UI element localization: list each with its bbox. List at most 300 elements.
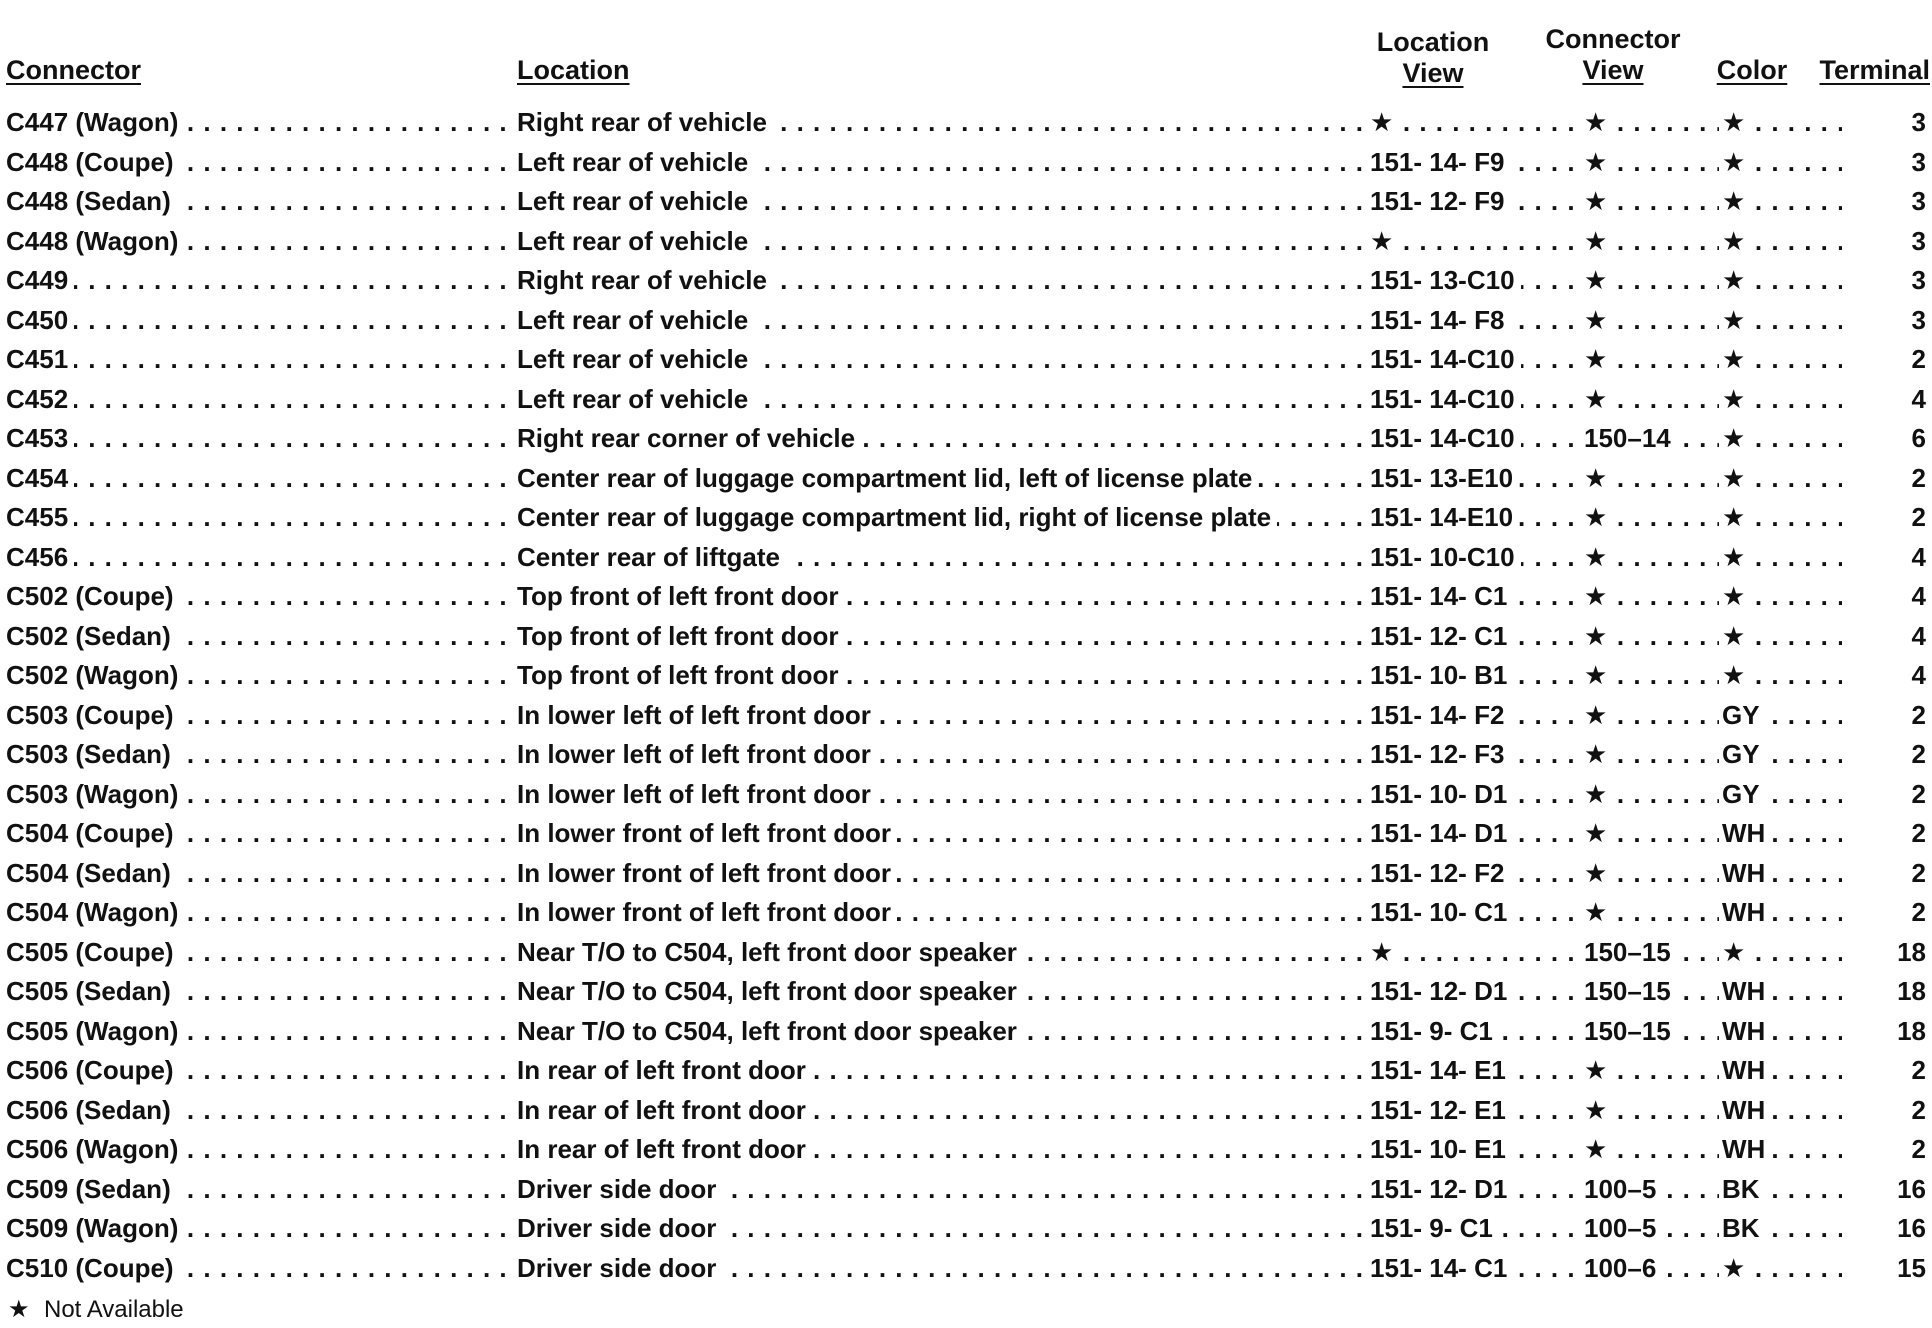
color-cell-text: ★ — [1722, 107, 1751, 137]
location-cell-text: Near T/O to C504, left front door speaker — [517, 937, 1023, 967]
color-cell-text: ★ — [1722, 937, 1751, 967]
table-row — [0, 301, 1932, 341]
connector-cell — [6, 498, 514, 537]
location-cell-text: Left rear of vehicle — [517, 147, 754, 177]
connector-view-cell — [1584, 103, 1719, 142]
color-cell — [1722, 735, 1842, 774]
location-cell-text: Right rear of vehicle — [517, 107, 773, 137]
color-cell-text: ★ — [1722, 502, 1751, 532]
location-view-cell — [1370, 656, 1588, 695]
connector-cell-text: C448 (Wagon) — [6, 226, 184, 256]
terminal-cell — [1846, 1012, 1926, 1051]
terminal-cell-text: 2 — [1911, 1094, 1926, 1125]
connector-cell-text: C502 (Coupe) — [6, 581, 180, 611]
location-view-cell — [1370, 498, 1588, 537]
color-cell-text: ★ — [1722, 344, 1751, 374]
connector-view-cell-text: ★ — [1584, 1055, 1613, 1085]
location-view-cell-text: 151- 14- C1 — [1370, 581, 1513, 611]
table-row — [0, 380, 1932, 420]
terminal-cell-text: 2 — [1911, 778, 1926, 809]
location-cell — [517, 854, 1367, 893]
location-view-cell-text: 151- 10- B1 — [1370, 660, 1513, 690]
location-cell-text: Center rear of liftgate — [517, 542, 786, 572]
color-cell-text: ★ — [1722, 463, 1751, 493]
connector-cell — [6, 103, 514, 142]
color-cell-text: WH — [1722, 818, 1771, 848]
connector-cell — [6, 933, 514, 972]
connector-view-cell — [1584, 933, 1719, 972]
connector-cell — [6, 854, 514, 893]
color-cell — [1722, 775, 1842, 814]
connector-view-cell-text: 150–14 — [1584, 423, 1677, 453]
terminal-cell — [1846, 577, 1926, 616]
location-cell — [517, 1209, 1367, 1248]
location-view-cell — [1370, 1130, 1588, 1169]
location-cell — [517, 498, 1367, 537]
footer-legend — [8, 1295, 184, 1325]
connector-cell-text: C451 — [6, 344, 74, 374]
terminal-cell — [1846, 103, 1926, 142]
color-cell — [1722, 656, 1842, 695]
location-cell — [517, 735, 1367, 774]
connector-view-cell — [1584, 143, 1719, 182]
location-cell-text: Top front of left front door — [517, 660, 845, 690]
connector-cell-text: C503 (Coupe) — [6, 700, 180, 730]
connector-cell-text: C505 (Sedan) — [6, 976, 177, 1006]
location-view-cell — [1370, 459, 1588, 498]
location-view-cell-text: 151- 12- F3 — [1370, 739, 1510, 769]
location-cell-text: In rear of left front door — [517, 1095, 812, 1125]
location-cell — [517, 1051, 1367, 1090]
color-cell-text: ★ — [1722, 1253, 1751, 1283]
header-terminal — [1810, 55, 1930, 86]
terminal-cell-text: 2 — [1911, 739, 1926, 769]
color-cell — [1722, 893, 1842, 932]
color-cell — [1722, 1012, 1842, 1051]
location-view-cell-text: 151- 9- C1 — [1370, 1213, 1499, 1243]
connector-cell — [6, 340, 514, 379]
connector-cell — [6, 1249, 514, 1288]
connector-view-cell-text: ★ — [1584, 502, 1613, 532]
connector-view-cell-text: ★ — [1584, 818, 1613, 848]
color-cell-text: ★ — [1722, 660, 1751, 690]
connector-cell-text: C505 (Wagon) — [6, 1016, 184, 1046]
location-cell — [517, 103, 1367, 142]
location-view-cell-text: 151- 14- F2 — [1370, 700, 1510, 730]
terminal-cell — [1846, 617, 1926, 656]
color-cell — [1722, 696, 1842, 735]
location-cell — [517, 419, 1367, 458]
table-row — [0, 182, 1932, 222]
location-cell — [517, 182, 1367, 221]
location-cell-text: In lower left of left front door — [517, 779, 877, 809]
color-cell — [1722, 222, 1842, 261]
location-view-cell-text: 151- 13-C10 — [1370, 265, 1521, 295]
location-cell-text: In lower left of left front door — [517, 739, 877, 769]
connector-view-cell-text: ★ — [1584, 660, 1613, 690]
header-location-view — [1368, 27, 1498, 89]
header-location-view-line1: Location — [1376, 27, 1490, 57]
terminal-cell — [1846, 972, 1926, 1011]
location-cell-text: Left rear of vehicle — [517, 305, 754, 335]
color-cell — [1722, 538, 1842, 577]
color-cell-text: ★ — [1722, 226, 1751, 256]
connector-view-cell-text: 150–15 — [1584, 1016, 1677, 1046]
connector-view-cell — [1584, 972, 1719, 1011]
terminal-cell — [1846, 1249, 1926, 1288]
connector-cell — [6, 972, 514, 1011]
color-cell-text: BK — [1722, 1174, 1766, 1204]
connector-cell — [6, 538, 514, 577]
header-color — [1712, 55, 1792, 86]
terminal-cell-text: 4 — [1911, 581, 1926, 611]
location-view-cell-text: 151- 12- C1 — [1370, 621, 1513, 651]
location-view-cell — [1370, 933, 1588, 972]
connector-cell — [6, 1170, 514, 1209]
terminal-cell-text: 3 — [1911, 265, 1926, 295]
color-cell-text: ★ — [1722, 186, 1751, 216]
location-view-cell-text: 151- 14- E1 — [1370, 1055, 1512, 1085]
color-cell — [1722, 814, 1842, 853]
color-cell-text: WH — [1722, 1095, 1771, 1125]
location-cell — [517, 617, 1367, 656]
connector-cell — [6, 617, 514, 656]
location-view-cell-text: 151- 10- C1 — [1370, 897, 1513, 927]
location-view-cell-text: 151- 9- C1 — [1370, 1016, 1499, 1046]
color-cell-text: WH — [1722, 1016, 1771, 1046]
table-row — [0, 1051, 1932, 1091]
terminal-cell-text: 2 — [1911, 857, 1926, 888]
table-row — [0, 419, 1932, 459]
connector-view-cell-text: ★ — [1584, 147, 1613, 177]
connector-cell-text: C455 — [6, 502, 74, 532]
connector-view-cell-text: 100–6 — [1584, 1253, 1662, 1283]
connector-cell-text: C510 (Coupe) — [6, 1253, 180, 1283]
connector-view-cell-text: 100–5 — [1584, 1213, 1662, 1243]
connector-cell — [6, 143, 514, 182]
table-row — [0, 1209, 1932, 1249]
location-view-cell-text: 151- 10-C10 — [1370, 542, 1521, 572]
color-cell — [1722, 498, 1842, 537]
location-view-cell — [1370, 893, 1588, 932]
table-row — [0, 1130, 1932, 1170]
connector-view-cell-text: 150–15 — [1584, 976, 1677, 1006]
terminal-cell — [1846, 380, 1926, 419]
header-connector — [6, 55, 141, 86]
table-row — [0, 261, 1932, 301]
location-cell — [517, 1249, 1367, 1288]
connector-view-cell — [1584, 1170, 1719, 1209]
table-row — [0, 814, 1932, 854]
color-cell-text: ★ — [1722, 621, 1751, 651]
connector-view-cell — [1584, 814, 1719, 853]
terminal-cell-text: 3 — [1911, 225, 1926, 256]
terminal-cell — [1846, 696, 1926, 735]
connector-view-cell-text: ★ — [1584, 226, 1613, 256]
header-connector-view — [1543, 24, 1683, 86]
location-view-cell — [1370, 775, 1588, 814]
connector-cell-text: C503 (Sedan) — [6, 739, 177, 769]
connector-cell-text: C504 (Coupe) — [6, 818, 180, 848]
connector-cell-text: C448 (Coupe) — [6, 147, 180, 177]
color-cell-text: ★ — [1722, 423, 1751, 453]
location-view-cell — [1370, 972, 1588, 1011]
connector-view-cell-text: ★ — [1584, 581, 1613, 611]
connector-view-cell-text: ★ — [1584, 384, 1613, 414]
location-view-cell-text: 151- 12- D1 — [1370, 1174, 1513, 1204]
color-cell — [1722, 577, 1842, 616]
location-cell-text: Left rear of vehicle — [517, 186, 754, 216]
color-cell — [1722, 182, 1842, 221]
location-cell — [517, 340, 1367, 379]
color-cell — [1722, 1091, 1842, 1130]
table-row — [0, 893, 1932, 933]
color-cell-text: ★ — [1722, 384, 1751, 414]
table-row — [0, 656, 1932, 696]
terminal-cell — [1846, 261, 1926, 300]
location-view-cell-text: ★ — [1370, 937, 1399, 967]
connector-view-cell-text: 150–15 — [1584, 937, 1677, 967]
location-cell-text: Center rear of luggage compartment lid, left of license plate — [517, 463, 1258, 493]
location-cell-text: Top front of left front door — [517, 621, 845, 651]
location-cell — [517, 538, 1367, 577]
connector-view-cell — [1584, 696, 1719, 735]
header-location-view-line2: View — [1402, 58, 1464, 88]
location-cell — [517, 459, 1367, 498]
color-cell-text: WH — [1722, 976, 1771, 1006]
location-view-cell — [1370, 143, 1588, 182]
terminal-cell-text: 2 — [1911, 502, 1926, 532]
header-terminal-label: Terminal — [1819, 55, 1930, 85]
table-row — [0, 143, 1932, 183]
connector-view-cell-text: 100–5 — [1584, 1174, 1662, 1204]
color-cell-text: ★ — [1722, 581, 1751, 611]
connector-view-cell — [1584, 1130, 1719, 1169]
color-cell-text: WH — [1722, 1055, 1771, 1085]
location-view-cell-text: 151- 12- D1 — [1370, 976, 1513, 1006]
connector-cell-text: C504 (Sedan) — [6, 858, 177, 888]
connector-cell-text: C454 — [6, 463, 74, 493]
terminal-cell-text: 4 — [1911, 383, 1926, 414]
terminal-cell — [1846, 656, 1926, 695]
location-view-cell — [1370, 735, 1588, 774]
color-cell-text: GY — [1722, 700, 1766, 730]
header-location — [517, 55, 630, 86]
color-cell — [1722, 459, 1842, 498]
terminal-cell-text: 18 — [1897, 1015, 1926, 1046]
color-cell — [1722, 419, 1842, 458]
location-view-cell-text: 151- 14-C10 — [1370, 423, 1521, 453]
location-view-cell-text: 151- 10- D1 — [1370, 779, 1513, 809]
terminal-cell — [1846, 301, 1926, 340]
table-row — [0, 103, 1932, 143]
terminal-cell-text: 16 — [1897, 1173, 1926, 1204]
location-view-cell-text: 151- 14- C1 — [1370, 1253, 1513, 1283]
connector-view-cell — [1584, 459, 1719, 498]
table-row — [0, 222, 1932, 262]
connector-view-cell-text: ★ — [1584, 897, 1613, 927]
header-connector-view-line2: View — [1582, 55, 1644, 85]
table-row — [0, 1091, 1932, 1131]
location-cell — [517, 696, 1367, 735]
color-cell — [1722, 261, 1842, 300]
location-view-cell — [1370, 1209, 1588, 1248]
terminal-cell-text: 3 — [1911, 186, 1926, 216]
color-cell — [1722, 617, 1842, 656]
connector-cell — [6, 459, 514, 498]
table-row — [0, 577, 1932, 617]
terminal-cell-text: 2 — [1911, 344, 1926, 374]
connector-view-cell — [1584, 498, 1719, 537]
table-row — [0, 854, 1932, 894]
connector-cell-text: C504 (Wagon) — [6, 897, 184, 927]
location-view-cell-text: 151- 14-E10 — [1370, 502, 1519, 532]
connector-view-cell-text: ★ — [1584, 739, 1613, 769]
connector-cell — [6, 301, 514, 340]
color-cell — [1722, 143, 1842, 182]
connector-view-cell — [1584, 1012, 1719, 1051]
location-cell — [517, 972, 1367, 1011]
color-cell-text: WH — [1722, 897, 1771, 927]
connector-cell — [6, 696, 514, 735]
table-row — [0, 775, 1932, 815]
location-view-cell — [1370, 301, 1588, 340]
location-view-cell-text: 151- 13-E10 — [1370, 463, 1519, 493]
connector-cell-text: C505 (Coupe) — [6, 937, 180, 967]
connector-cell — [6, 380, 514, 419]
table-row — [0, 340, 1932, 380]
table-row — [0, 498, 1932, 538]
location-cell — [517, 380, 1367, 419]
connector-view-cell — [1584, 1249, 1719, 1288]
location-view-cell-text: 151- 12- E1 — [1370, 1095, 1512, 1125]
location-cell — [517, 775, 1367, 814]
table-row — [0, 617, 1932, 657]
star-icon: ★ — [8, 1296, 30, 1323]
location-view-cell-text: ★ — [1370, 107, 1399, 137]
location-view-cell — [1370, 419, 1588, 458]
connector-view-cell-text: ★ — [1584, 858, 1613, 888]
connector-cell — [6, 1051, 514, 1090]
connector-cell — [6, 1130, 514, 1169]
terminal-cell-text: 2 — [1911, 699, 1926, 730]
connector-view-cell-text: ★ — [1584, 621, 1613, 651]
connector-view-cell — [1584, 182, 1719, 221]
location-view-cell-text: 151- 14- F8 — [1370, 305, 1510, 335]
color-cell — [1722, 1209, 1842, 1248]
location-cell-text: Left rear of vehicle — [517, 344, 754, 374]
connector-cell — [6, 222, 514, 261]
terminal-cell — [1846, 143, 1926, 182]
header-location-label: Location — [517, 55, 630, 85]
location-cell-text: Right rear of vehicle — [517, 265, 773, 295]
location-view-cell — [1370, 617, 1588, 656]
table-row — [0, 459, 1932, 499]
connector-cell — [6, 735, 514, 774]
connector-cell — [6, 656, 514, 695]
location-view-cell-text: ★ — [1370, 226, 1399, 256]
table-row — [0, 1012, 1932, 1052]
location-cell — [517, 1170, 1367, 1209]
connector-cell-text: C456 — [6, 542, 74, 572]
connector-view-cell-text: ★ — [1584, 265, 1613, 295]
terminal-cell-text: 15 — [1897, 1252, 1926, 1283]
connector-cell — [6, 1091, 514, 1130]
connector-cell-text: C506 (Wagon) — [6, 1134, 184, 1164]
color-cell-text: WH — [1722, 1134, 1771, 1164]
location-cell-text: Near T/O to C504, left front door speaker — [517, 976, 1023, 1006]
connector-view-cell — [1584, 656, 1719, 695]
location-cell — [517, 222, 1367, 261]
terminal-cell — [1846, 735, 1926, 774]
connector-view-cell-text: ★ — [1584, 463, 1613, 493]
connector-cell — [6, 261, 514, 300]
connector-view-cell-text: ★ — [1584, 779, 1613, 809]
location-cell-text: In rear of left front door — [517, 1055, 812, 1085]
location-view-cell — [1370, 1091, 1588, 1130]
location-cell — [517, 656, 1367, 695]
table-row — [0, 1170, 1932, 1210]
connector-view-cell-text: ★ — [1584, 700, 1613, 730]
location-cell — [517, 261, 1367, 300]
color-cell — [1722, 1170, 1842, 1209]
location-cell — [517, 1091, 1367, 1130]
color-cell — [1722, 1249, 1842, 1288]
connector-view-cell-text: ★ — [1584, 344, 1613, 374]
location-view-cell — [1370, 1051, 1588, 1090]
connector-view-cell-text: ★ — [1584, 305, 1613, 335]
connector-cell-text: C509 (Wagon) — [6, 1213, 184, 1243]
terminal-cell — [1846, 893, 1926, 932]
location-view-cell — [1370, 222, 1588, 261]
color-cell — [1722, 103, 1842, 142]
header-connector-view-line1: Connector — [1545, 24, 1681, 54]
color-cell-text: BK — [1722, 1213, 1766, 1243]
location-cell — [517, 301, 1367, 340]
location-view-cell-text: 151- 14- D1 — [1370, 818, 1513, 848]
connector-cell — [6, 814, 514, 853]
terminal-cell — [1846, 419, 1926, 458]
terminal-cell-text: 2 — [1911, 462, 1926, 493]
location-cell-text: In lower front of left front door — [517, 897, 897, 927]
connector-view-cell — [1584, 893, 1719, 932]
connector-view-cell-text: ★ — [1584, 542, 1613, 572]
terminal-cell-text: 3 — [1911, 107, 1926, 137]
terminal-cell-text: 4 — [1911, 541, 1926, 572]
location-view-cell — [1370, 854, 1588, 893]
location-view-cell-text: 151- 12- F2 — [1370, 858, 1510, 888]
location-view-cell — [1370, 814, 1588, 853]
terminal-cell-text: 3 — [1911, 146, 1926, 177]
connector-view-cell — [1584, 1091, 1719, 1130]
connector-view-cell — [1584, 735, 1719, 774]
terminal-cell-text: 18 — [1897, 936, 1926, 967]
header-connector-label: Connector — [6, 55, 141, 85]
location-view-cell — [1370, 182, 1588, 221]
connector-cell-text: C503 (Wagon) — [6, 779, 184, 809]
location-cell-text: In lower left of left front door — [517, 700, 877, 730]
connector-cell — [6, 182, 514, 221]
connector-cell-text: C447 (Wagon) — [6, 107, 184, 137]
location-cell — [517, 577, 1367, 616]
table-row — [0, 1249, 1932, 1289]
connector-cell-text: C450 — [6, 305, 74, 335]
location-view-cell — [1370, 577, 1588, 616]
terminal-cell — [1846, 1170, 1926, 1209]
terminal-cell — [1846, 814, 1926, 853]
location-cell-text: Driver side door — [517, 1174, 722, 1204]
terminal-cell — [1846, 459, 1926, 498]
